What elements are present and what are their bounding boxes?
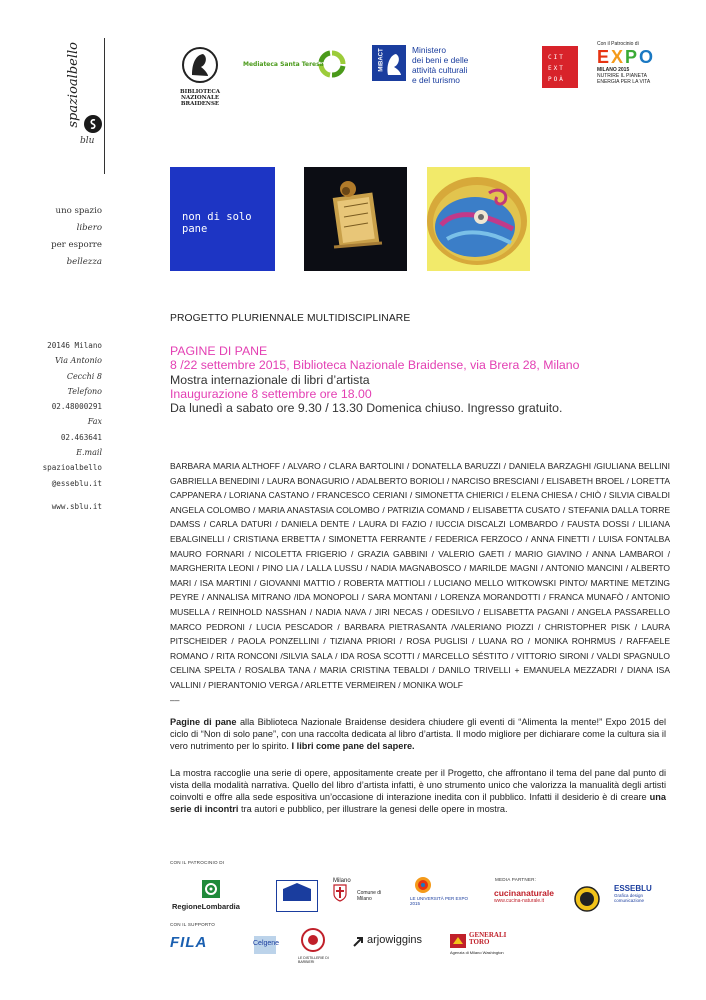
ministero-text (412, 45, 468, 85)
expo-city: MILANO 2015 (597, 67, 630, 73)
esseblu-name: ESSEBLU (614, 884, 652, 893)
esseblu-logo (614, 884, 674, 914)
contact-fax: 02.463641 (60, 432, 102, 442)
regione-rose-icon (202, 880, 220, 898)
biblioteca-emblem-icon (170, 45, 230, 85)
tagline (20, 203, 102, 271)
fila-name: FILA (170, 934, 208, 951)
contact-block (10, 338, 102, 514)
project-heading: PROGETTO PLURIENNALE MULTIDISCIPLINARE (170, 313, 411, 324)
para2-text: La mostra raccoglie una serie di opere, appositamente create per il Progetto, che affrontano il tema del pane dal punto di vista della modalità narrativa. Quello del libro d’artista infatti, è uno strumento unico che valorizza la manualità degli artisti coinvolti e offre alla sede espositiva un’occasione di interazione inedita con il pubblico. Infatti il desiderio è di creare (170, 768, 666, 803)
ministero-line-1: Ministero (412, 45, 446, 55)
citexpo-line-1: CIT (548, 54, 565, 61)
biblioteca-logo (170, 45, 230, 105)
event-inauguration: Inaugurazione 8 settembre ore 18.00 (170, 386, 372, 401)
bowl-artwork-photo (427, 167, 530, 271)
generali-sub: Agenzia di Milano Washington (450, 950, 504, 955)
cucina-name: cucinanaturale (494, 888, 554, 898)
universita-burst-icon (414, 876, 432, 894)
para2-bold: una serie di incontri (170, 792, 666, 815)
distillerie-crest-icon (298, 928, 328, 952)
contact-website[interactable]: www.sblu.it (51, 501, 102, 511)
event-title: PAGINE DI PANE (170, 344, 268, 358)
milano-label: Milano (333, 878, 351, 884)
tagline-line-2: libero (76, 223, 102, 233)
contact-email-label: E.mail (76, 448, 102, 458)
celgene-logo (250, 932, 286, 960)
para2-text-end: tra autori e pubblico, per illustrare la genesi delle opere in mostra. (238, 804, 508, 815)
tagline-line-1: uno spazio (55, 206, 102, 216)
expo-tag-1: NUTRIRE IL PIANETA (597, 73, 648, 79)
para1-bold-start: Pagine di pane (170, 717, 237, 727)
biblioteca-name-2: BRAIDENSE (180, 101, 220, 107)
artists-text: BARBARA MARIA ALTHOFF / ALVARO / CLARA BARTOLINI / DONATELLA BARUZZI / DANIELA BARZAGHI /GIULIANA BELLINI GABRIELLA BENEDINI / LAURA BONAGURIO / ADALBERTO BORIOLI / NARCISO BRESCIANI / ELISABETH BROEL / LORETTA CAPPANERA / LORIANA CASTANO / FRANCESCO CERIANI / SIMONETTA CHIERICI / ELENA CHIESA / CHIÒ / SILVIA CIBALDI ANGELA COLOMBO / MARIA ANASTASIA COLOMBO / PATRIZIA COMAND / ELISABETTA CUSATO / STEFANIA DALLA TORRE DAMSS / CARLA DATURI / DANIELA DENTE / LAURA DI FAZIO / IUCCIA DISCALZI LOMBARDO / FAUSTA DOSSI / LILIANA EBALGINELLI / CRISTIANA ERBETTA / SIMONETTA FERRANTE / FEDERICA FERZOCO / ANNA FINETTI / LUISA FONTALBA MAURO FORNARI / NICOLETTA FRIGERIO / GRAZIA GABBINI / VALERIO GAETI / MARIO GIAVINO / ANNA LAMBAROI / MARGHERITA LEONI / PINO LIA / LALLA LUSSU / NADIA MAGNABOSCO / MARILDE MAGNI / ANTONIO MANCINI / ALBERTO MARI / ISA MARTINI / GIOVANNI MATTIO / ROBERTA MATTIOLI / LUCIANO MELLO WITKOWSKI PINTO/ MARTINE METZING PEYRE / ANNALISA MITRANO /IDA MONOPOLI / SARA MONTANI / LORENZA MORANDOTTI / FRANCA MUNAFÒ / ANTONIO MUSELLA / REINHOLD NASSHAN / NADIA NAVA / JIRI NECAS / ODESILVO / ELISABETTA PAGANI / ANGELA PASSARELLO MARCO PEDRONI / LUCIA PESCADOR / BARBARA PIETRASANTA /VALERIANO PIOZZI / CHRISTOPHER PISK / LAURA PITSCHEIDER / PAOLA PONZELLINI / TIZIANA PRIORI / ROSA PUGLISI / LUANA RO / MONIKA ROHRMUS / RAFFAELE ROMANO / RITA RONCONI /SILVIA SALA / IDA ROSA SCOTTI / MARCELLO SÉSTITO / VITTORIO SIRONI / VALDI SPAGNULO CELINA SPELTA / ROSALBA TANA / MARIA CRISTINA TEBALDI / DANILO TRIVELLI + EMANUELA MEZZADRI / DIANA ISA VALLINI / PIERANTONIO VERGA / ARLETTE VERMEIREN / MONIKA WOLF (170, 461, 670, 690)
blue-image-caption: non di solo pane (182, 211, 252, 235)
distillerie-name: LE DISTILLERIE DI BARBIERI (298, 956, 329, 964)
brand-mark-icon (84, 115, 102, 133)
comune-name: Comune di Milano (357, 890, 382, 902)
description-paragraph-1 (170, 716, 666, 752)
citexpo-line-2: EXT (548, 65, 565, 72)
distillerie-logo (298, 928, 338, 962)
universita-expo-logo (410, 876, 470, 912)
brand-logo (66, 42, 96, 128)
tagline-line-3: per esporre (51, 240, 102, 250)
mibact-emblem-icon (372, 45, 406, 81)
cucina-web[interactable]: www.cucina-naturale.it (494, 898, 545, 904)
contact-email-1: spazioalbello (42, 463, 102, 473)
arjowiggins-logo (352, 934, 442, 954)
cucina-naturale-logo (494, 888, 564, 912)
mediateca-logo (243, 50, 353, 80)
contact-email-2: @esseblu.it (51, 478, 102, 488)
mibact-text: MiBACT (378, 48, 385, 72)
artists-list (170, 459, 670, 707)
biblioteca-name-1: BIBLIOTECA NAZIONALE (179, 89, 221, 101)
citexpo-logo (542, 46, 578, 88)
artists-tail: –– (170, 694, 180, 705)
brand-sub: blu (80, 136, 95, 146)
artist-book-photo (304, 167, 407, 271)
celgene-name: Celgene (253, 940, 280, 947)
expo-word: EXPO (597, 47, 656, 67)
ministero-line-4: e del turismo (412, 75, 460, 85)
contact-phone-label: Telefono (67, 386, 102, 396)
contact-fax-label: Fax (87, 417, 102, 427)
divider (104, 38, 105, 174)
mediateca-name: Mediateca Santa Teresa (243, 61, 324, 68)
supporto-label: CON IL SUPPORTO (170, 922, 216, 927)
universita-name: LE UNIVERSITÀ PER EXPO 2015 (410, 896, 469, 906)
esseblu-sub: Grafica design comunicazione (614, 893, 645, 903)
expo-patrocinio: Con il Patrocinio di (597, 41, 639, 47)
event-dates: 8 /22 settembre 2015, Biblioteca Nazionale Braidense, via Brera 28, Milano (170, 358, 580, 373)
para1-bold-end: I libri come pane del sapere. (291, 741, 415, 752)
generali-lion-icon (450, 934, 466, 948)
para1-text: alla Biblioteca Nazionale Braidense desidera chiudere gli eventi di “Alimenta la mente!” Expo 2015 del ciclo di “Non di solo pane”, con una raccolta dedicata al libro d’artista. Il modo migliore per dichiarare come la cultura sia il vero nutrimento per lo spirito. (170, 717, 667, 752)
ministero-line-3: attività culturali (412, 65, 468, 75)
regione-lombardia-logo (172, 880, 252, 910)
arjowiggins-name: arjowiggins (367, 934, 423, 946)
tagline-line-4: bellezza (66, 257, 102, 267)
regione-name: RegioneLombardia (172, 902, 240, 911)
round-badge-logo-icon (574, 886, 600, 912)
expo-logo (597, 41, 667, 91)
patrocinio-label: CON IL PATROCINIO DI (170, 860, 225, 865)
contact-phone: 02.48000291 (51, 402, 102, 412)
contact-street-1: Via Antonio (55, 356, 102, 366)
generali-logo (450, 932, 530, 958)
generali-name: GENERALI TORO (469, 931, 507, 946)
expo-tag-2: ENERGIA PER LA VITA (597, 79, 651, 85)
contact-street-2: Cecchi 8 (66, 371, 102, 381)
arjowiggins-arrow-icon (352, 936, 364, 948)
citexpo-line-3: POÀ (548, 76, 565, 83)
fila-logo (170, 934, 240, 956)
event-hours: Da lunedì a sabato ore 9.30 / 13.30 Domenica chiuso. Ingresso gratuito. (170, 401, 563, 416)
regional-school-logo-icon (276, 880, 318, 912)
ministero-line-2: dei beni e delle (412, 55, 469, 65)
comune-milano-logo (333, 878, 393, 912)
event-subtitle: Mostra internazionale di libri d’artista (170, 372, 370, 387)
contact-city: 20146 Milano (47, 341, 102, 350)
event-info (170, 344, 579, 415)
ministero-logo (372, 45, 482, 85)
milano-shield-icon (333, 884, 347, 902)
media-partner-label: MEDIA PARTNER: (495, 877, 537, 882)
brand-name: spazioalbello (66, 42, 81, 128)
non-di-solo-pane-image (170, 167, 275, 271)
description-paragraph-2 (170, 767, 666, 815)
